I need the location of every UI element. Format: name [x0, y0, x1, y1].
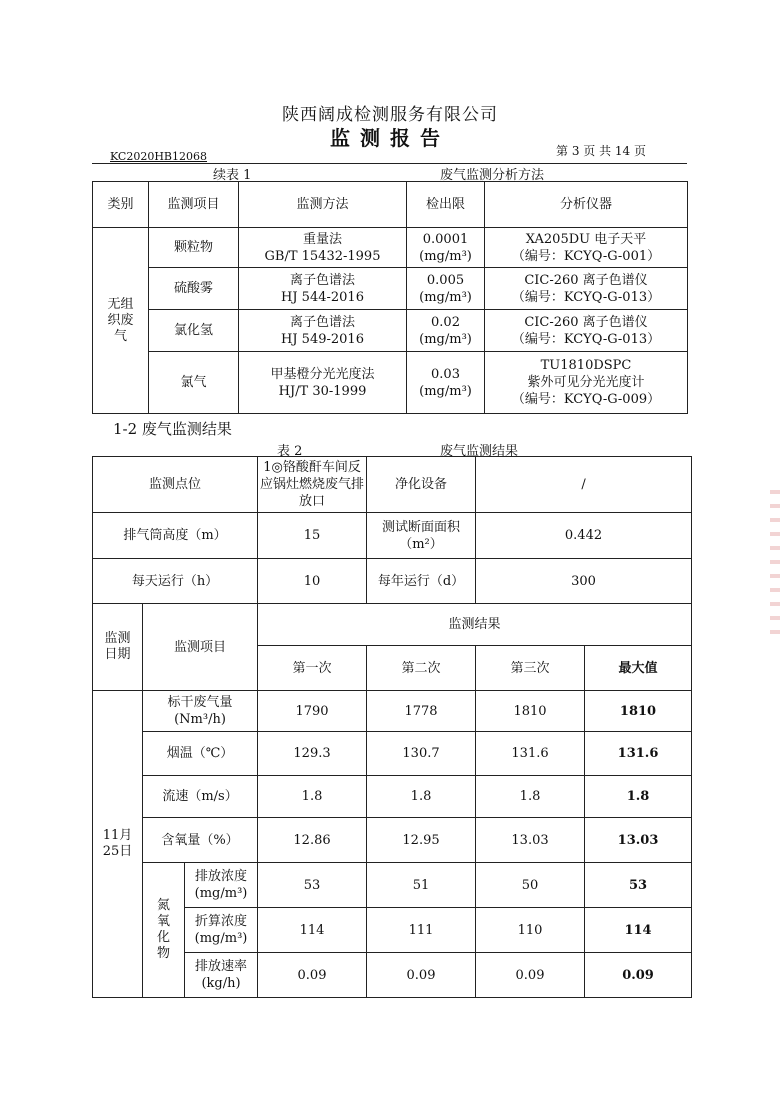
item-cell: 标干废气量 (Nm³/h) — [143, 691, 258, 732]
header-method: 监测方法 — [239, 182, 407, 228]
header-instrument: 分析仪器 — [485, 182, 688, 228]
max-cell: 1.8 — [585, 776, 692, 818]
table1-caption-right: 废气监测分析方法 — [440, 168, 545, 183]
item-cell: 折算浓度 (mg/m³) — [185, 908, 258, 953]
daily-value: 10 — [258, 559, 367, 604]
col-second: 第二次 — [367, 646, 476, 691]
category-cell: 无组织废气 — [93, 228, 149, 414]
value-cell: 111 — [367, 908, 476, 953]
limit-cell: 0.03 (mg/m³) — [407, 352, 485, 414]
value-cell: 1778 — [367, 691, 476, 732]
result-label: 监测结果 — [258, 604, 692, 646]
yearly-value: 300 — [476, 559, 692, 604]
value-cell: 129.3 — [258, 732, 367, 776]
height-label: 排气筒高度（m） — [93, 513, 258, 559]
max-cell: 13.03 — [585, 818, 692, 863]
method-cell: 甲基橙分光光度法 HJ/T 30-1999 — [239, 352, 407, 414]
equip-value: / — [476, 457, 692, 513]
header-category: 类别 — [93, 182, 149, 228]
instrument-cell: TU1810DSPC 紫外可见分光光度计 （编号：KCYQ-G-009） — [485, 352, 688, 414]
value-cell: 1.8 — [367, 776, 476, 818]
value-cell: 130.7 — [367, 732, 476, 776]
method-cell: 离子色谱法 HJ 544-2016 — [239, 268, 407, 310]
table2-caption-right: 废气监测结果 — [440, 444, 519, 459]
max-cell: 0.09 — [585, 953, 692, 998]
value-cell: 1810 — [476, 691, 585, 732]
col-third: 第三次 — [476, 646, 585, 691]
yearly-label: 每年运行（d） — [367, 559, 476, 604]
value-cell: 13.03 — [476, 818, 585, 863]
value-cell: 131.6 — [476, 732, 585, 776]
limit-cell: 0.02 (mg/m³) — [407, 310, 485, 352]
monitoring-results-table — [92, 456, 692, 998]
nox-label: 氮氧化物 — [143, 863, 185, 998]
col-first: 第一次 — [258, 646, 367, 691]
limit-cell: 0.0001 (mg/m³) — [407, 228, 485, 268]
item-cell: 排放浓度 (mg/m³) — [185, 863, 258, 908]
value-cell: 0.09 — [258, 953, 367, 998]
instrument-cell: CIC-260 离子色谱仪 （编号：KCYQ-G-013） — [485, 310, 688, 352]
limit-cell: 0.005 (mg/m³) — [407, 268, 485, 310]
value-cell: 50 — [476, 863, 585, 908]
report-title: 监测报告 — [330, 126, 450, 150]
item-cell: 硫酸雾 — [149, 268, 239, 310]
date-cell: 11月25日 — [93, 691, 143, 998]
company-name: 陕西阔成检测服务有限公司 — [282, 105, 498, 125]
section-title: 1-2 废气监测结果 — [113, 420, 232, 438]
value-cell: 114 — [258, 908, 367, 953]
value-cell: 110 — [476, 908, 585, 953]
max-cell: 114 — [585, 908, 692, 953]
item-cell: 排放速率 (kg/h) — [185, 953, 258, 998]
point-label: 监测点位 — [93, 457, 258, 513]
max-cell: 131.6 — [585, 732, 692, 776]
max-cell: 1810 — [585, 691, 692, 732]
value-cell: 1790 — [258, 691, 367, 732]
document-number: KC2020HB12068 — [110, 150, 208, 163]
date-label: 监测日期 — [93, 604, 143, 691]
item-cell: 颗粒物 — [149, 228, 239, 268]
item-cell: 氯气 — [149, 352, 239, 414]
item-cell: 流速（m/s） — [143, 776, 258, 818]
max-cell: 53 — [585, 863, 692, 908]
area-label: 测试断面面积（m²） — [367, 513, 476, 559]
value-cell: 0.09 — [367, 953, 476, 998]
header-rule — [92, 163, 687, 164]
header-limit: 检出限 — [407, 182, 485, 228]
value-cell: 53 — [258, 863, 367, 908]
value-cell: 51 — [367, 863, 476, 908]
method-cell: 重量法 GB/T 15432-1995 — [239, 228, 407, 268]
item-cell: 氯化氢 — [149, 310, 239, 352]
analysis-methods-table — [92, 181, 688, 414]
col-max: 最大值 — [585, 646, 692, 691]
instrument-cell: XA205DU 电子天平 （编号：KCYQ-G-001） — [485, 228, 688, 268]
height-value: 15 — [258, 513, 367, 559]
value-cell: 0.09 — [476, 953, 585, 998]
item-cell: 含氧量（%） — [143, 818, 258, 863]
item-cell: 烟温（℃） — [143, 732, 258, 776]
instrument-cell: CIC-260 离子色谱仪 （编号：KCYQ-G-013） — [485, 268, 688, 310]
header-item: 监测项目 — [149, 182, 239, 228]
page-number: 第 3 页 共 14 页 — [556, 144, 646, 158]
area-value: 0.442 — [476, 513, 692, 559]
table1-caption-left: 续表 1 — [213, 168, 252, 183]
value-cell: 1.8 — [258, 776, 367, 818]
equip-label: 净化设备 — [367, 457, 476, 513]
value-cell: 12.95 — [367, 818, 476, 863]
daily-label: 每天运行（h） — [93, 559, 258, 604]
table2-caption-left: 表 2 — [277, 444, 303, 459]
item-label: 监测项目 — [143, 604, 258, 691]
value-cell: 12.86 — [258, 818, 367, 863]
value-cell: 1.8 — [476, 776, 585, 818]
seal-edge — [770, 480, 780, 640]
method-cell: 离子色谱法 HJ 549-2016 — [239, 310, 407, 352]
point-value: 1◎铬酸酐车间反应锅灶燃烧废气排放口 — [258, 457, 367, 513]
